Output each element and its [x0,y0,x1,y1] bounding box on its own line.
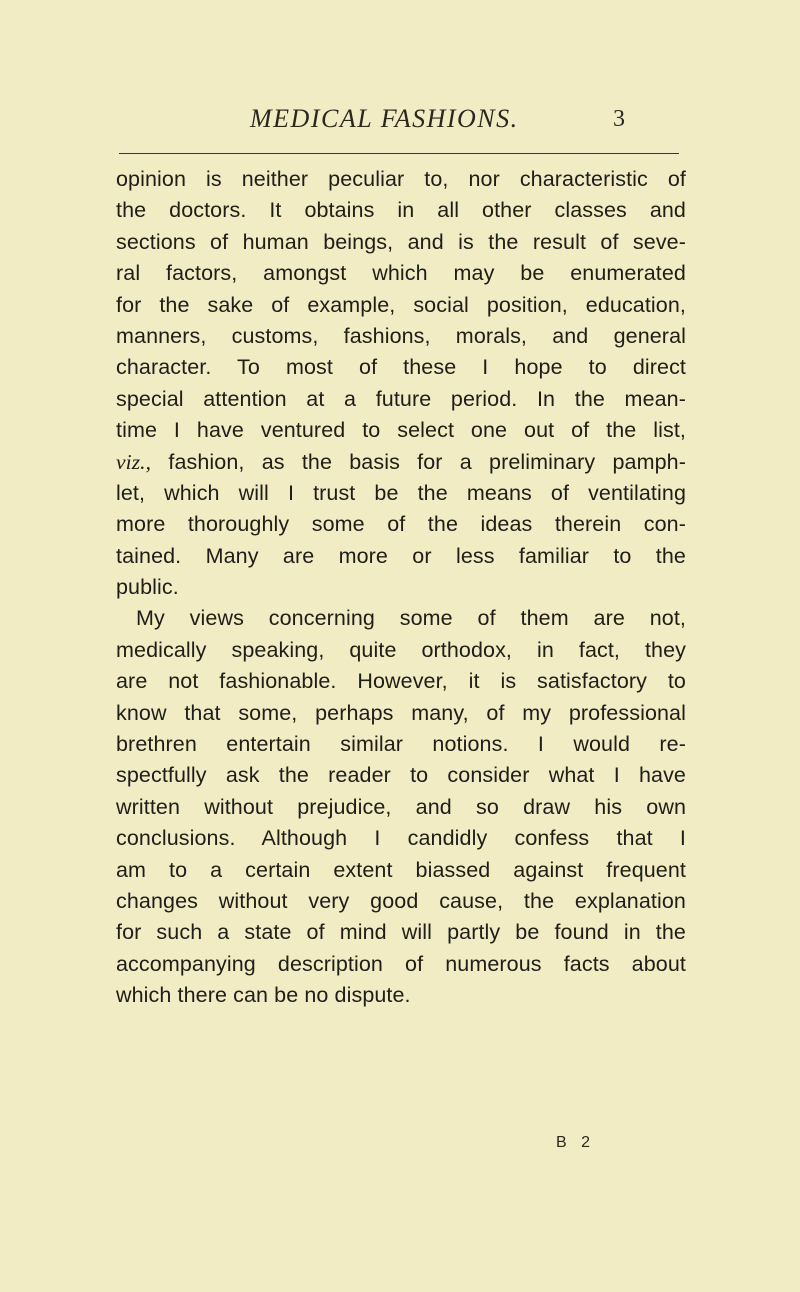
header-rule [119,153,679,154]
page-number: 3 [613,106,625,132]
text-line: time I have ventured to select one out of the list, [116,418,686,443]
text-line-viz [116,447,686,478]
text-line: are not fashionable. However, it is satisfactory to [116,669,686,694]
text-line: let, which will I trust be the means of ventilating [116,480,686,505]
viz-abbreviation: viz., [116,449,152,474]
running-title: MEDICAL FASHIONS. [250,104,519,133]
text-line: medically speaking, quite orthodox, in fact, they [116,637,686,662]
text-line: accompanying description of numerous facts about [116,951,686,976]
body-text [116,164,686,1012]
text-line: which there can be no dispute. [116,983,411,1008]
text-line: am to a certain extent biassed against frequent [116,857,686,882]
text-line: manners, customs, fashions, morals, and general [116,323,686,348]
text-line: public. [116,575,179,600]
text-line: ral factors, amongst which may be enumerated [116,261,686,286]
text-line-rest: fashion, as the basis for a preliminary pamph- [168,449,687,474]
text-line: the doctors. It obtains in all other classes and [116,198,686,223]
text-line: written without prejudice, and so draw his own [116,794,686,819]
text-line: character. To most of these I hope to direct [116,355,686,380]
text-line: opinion is neither peculiar to, nor characteristic of [116,167,686,191]
text-line: brethren entertain similar notions. I would re- [116,732,686,757]
text-line: special attention at a future period. In the mean- [116,386,686,411]
text-line: changes without very good cause, the explanation [116,888,686,913]
text-line: spectfully ask the reader to consider what I have [116,763,686,788]
signature-mark: B 2 [556,1134,596,1151]
text-line: for the sake of example, social position, education, [116,292,686,317]
text-line: conclusions. Although I candidly confess that I [116,826,686,851]
text-line: sections of human beings, and is the result of seve- [116,229,686,254]
page-header [0,104,800,140]
text-line: tained. Many are more or less familiar to the [116,543,686,568]
text-line: for such a state of mind will partly be found in the [116,920,686,945]
text-line: know that some, perhaps many, of my professional [116,700,686,725]
text-line: more thoroughly some of the ideas therein con- [116,512,686,537]
paragraph-start: My views concerning some of them are not, [136,606,686,631]
